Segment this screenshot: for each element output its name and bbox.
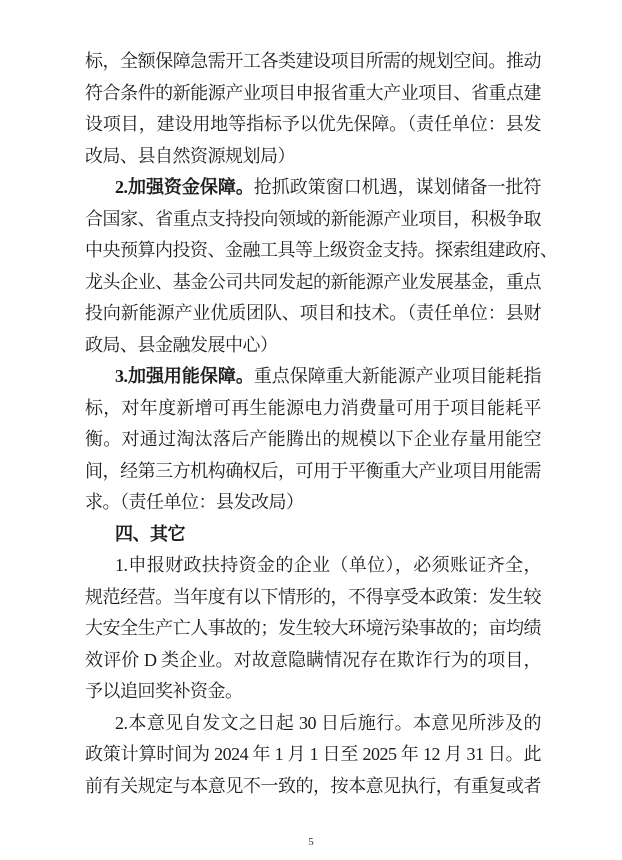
text-run: 抢抓政策窗口机遇，谋划储备一批符 [253,177,542,197]
text-line: 中央预算内投资、金融工具等上级资金支持。探索组建政府、 [85,240,558,260]
page-footer [0,832,622,850]
text-line: 政策计算时间为 2024 年 1 月 1 日至 2025 年 12 月 31 日。此 [85,744,541,764]
text-line: 设项目，建设用地等指标予以优先保障。（责任单位：县发 [85,114,541,134]
text-line: 符合条件的新能源产业项目申报省重大产业项目、省重点建 [85,82,541,103]
text-line: 政局、县金融发展中心） [85,334,278,355]
document-body [85,46,558,802]
text-line: 大安全生产亡人事故的；发生较大环境污染事故的；亩均绩 [85,618,541,638]
text-run: 重点保障重大新能源产业项目能耗指 [253,366,542,386]
text-line [85,361,541,393]
text-line: 2.本意见自发文之日起 30 日后施行。本意见所涉及的 [115,712,541,733]
text-line: 予以追回奖补资金。 [85,681,243,701]
bold-run: 2.加强资金保障。 [115,177,254,197]
bold-run: 3.加强用能保障。 [115,366,254,386]
text-line: 1.申报财政扶持资金的企业（单位），必须账证齐全， [115,555,541,575]
text-line [85,172,541,204]
text-line: 衡。对通过淘汰落后产能腾出的规模以下企业存量用能空 [85,429,541,449]
text-line: 求。（责任单位：县发改局） [85,492,304,512]
text-line: 效评价 D 类企业。对故意隐瞒情况存在欺诈行为的项目， [85,649,541,670]
text-line: 龙头企业、基金公司共同发起的新能源产业发展基金，重点 [85,271,541,292]
text-line: 合国家、省重点支持投向领域的新能源产业项目，积极争取 [85,208,541,229]
text-line: 标，全额保障急需开工各类建设项目所需的规划空间。推动 [85,51,541,71]
section-heading: 四、其它 [115,523,185,544]
text-line: 投向新能源产业优质团队、项目和技术。（责任单位：县财 [85,303,541,323]
text-line: 前有关规定与本意见不一致的，按本意见执行，有重复或者 [85,775,541,796]
page-number: 5 [308,836,314,848]
text-line: 间，经第三方机构确权后，可用于平衡重大产业项目用能需 [85,460,541,481]
text-line: 规范经营。当年度有以下情形的，不得享受本政策：发生较 [85,586,541,607]
text-line: 标，对年度新增可再生能源电力消费量可用于项目能耗平 [85,397,541,418]
text-line: 改局、县自然资源规划局） [85,145,295,166]
